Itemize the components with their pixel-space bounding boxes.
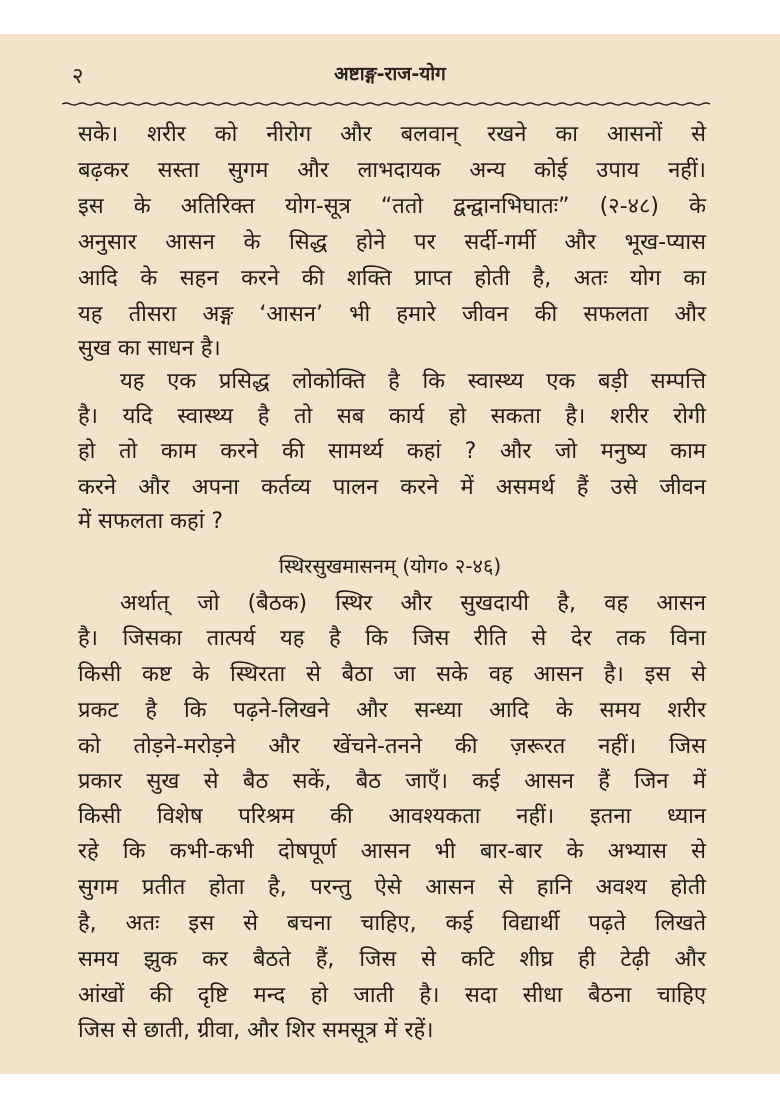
text-line: है। यदि स्वास्थ्य है तो सब कार्य हो सकता है। शरीर रोगी (78, 404, 706, 429)
book-page (0, 34, 780, 1074)
text-line: इस के अतिरिक्त योग-सूत्र “ततो द्वन्द्वानभिघातः” (२-४८) के (78, 194, 706, 219)
text-line: समय झुक कर बैठते हैं, जिस से कटि शीघ्र ही टेढ़ी और (78, 947, 706, 972)
text-line: है, अतः इस से बचना चाहिए, कई विद्यार्थी पढ़ते लिखते (78, 911, 706, 936)
text-line: बढ़कर सस्ता सुगम और लाभदायक अन्य कोई उपाय नहीं। (78, 158, 706, 183)
text-line: प्रकार सुख से बैठ सकें, बैठ जाएँ। कई आसन हैं जिन में (78, 769, 706, 794)
text-line: किसी कष्ट के स्थिरता से बैठा जा सके वह आसन है। इस से (78, 662, 706, 687)
text-line: में सफलता कहां ? (78, 509, 224, 534)
text-line: अर्थात् जो (बैठक) स्थिर और सुखदायी है, वह आसन (120, 591, 706, 616)
text-line: हो तो काम करने की सामर्थ्य कहां ? और जो मनुष्य काम (78, 439, 706, 464)
text-line: अनुसार आसन के सिद्ध होने पर सर्दी-गर्मी और भूख-प्यास (78, 230, 706, 255)
text-line: सुख का साधन है। (78, 336, 221, 361)
text-line: आदि के सहन करने की शक्ति प्राप्त होती है, अतः योग का (78, 266, 706, 291)
sutra-quote: स्थिरसुखमासनम् (योग० २-४६) (278, 554, 502, 578)
text-line: करने और अपना कर्तव्य पालन करने में असमर्थ हैं उसे जीवन (78, 475, 706, 500)
text-line: जिस से छाती, ग्रीवा, और शिर समसूत्र में रहें। (78, 1018, 434, 1043)
text-line: किसी विशेष परिश्रम की आवश्यकता नहीं। इतना ध्यान (78, 804, 706, 829)
text-line: रहे कि कभी-कभी दोषपूर्ण आसन भी बार-बार के अभ्यास से (78, 839, 706, 864)
text-line: आंखों की दृष्टि मन्द हो जाती है। सदा सीधा बैठना चाहिए (78, 983, 706, 1008)
header-wavy-rule (62, 102, 710, 106)
text-line: को तोड़ने-मरोड़ने और खेंचने-तनने की ज़रूरत नहीं। जिस (78, 734, 706, 759)
running-title: अष्टाङ्ग-राज-योग (334, 63, 446, 85)
text-line: प्रकट है कि पढ़ने-लिखने और सन्ध्या आदि के समय शरीर (78, 698, 706, 723)
text-line: सुगम प्रतीत होता है, परन्तु ऐसे आसन से हानि अवश्य होती (78, 875, 706, 900)
page-number: २ (72, 64, 84, 89)
text-line: यह तीसरा अङ्ग ‘आसन’ भी हमारे जीवन की सफलता और (78, 302, 706, 327)
text-line: सके। शरीर को नीरोग और बलवान् रखने का आसनों से (78, 122, 706, 147)
text-line: है। जिसका तात्पर्य यह है कि जिस रीति से देर तक विना (78, 626, 706, 651)
text-line: यह एक प्रसिद्ध लोकोक्ति है कि स्वास्थ्य एक बड़ी सम्पत्ति (120, 369, 706, 394)
